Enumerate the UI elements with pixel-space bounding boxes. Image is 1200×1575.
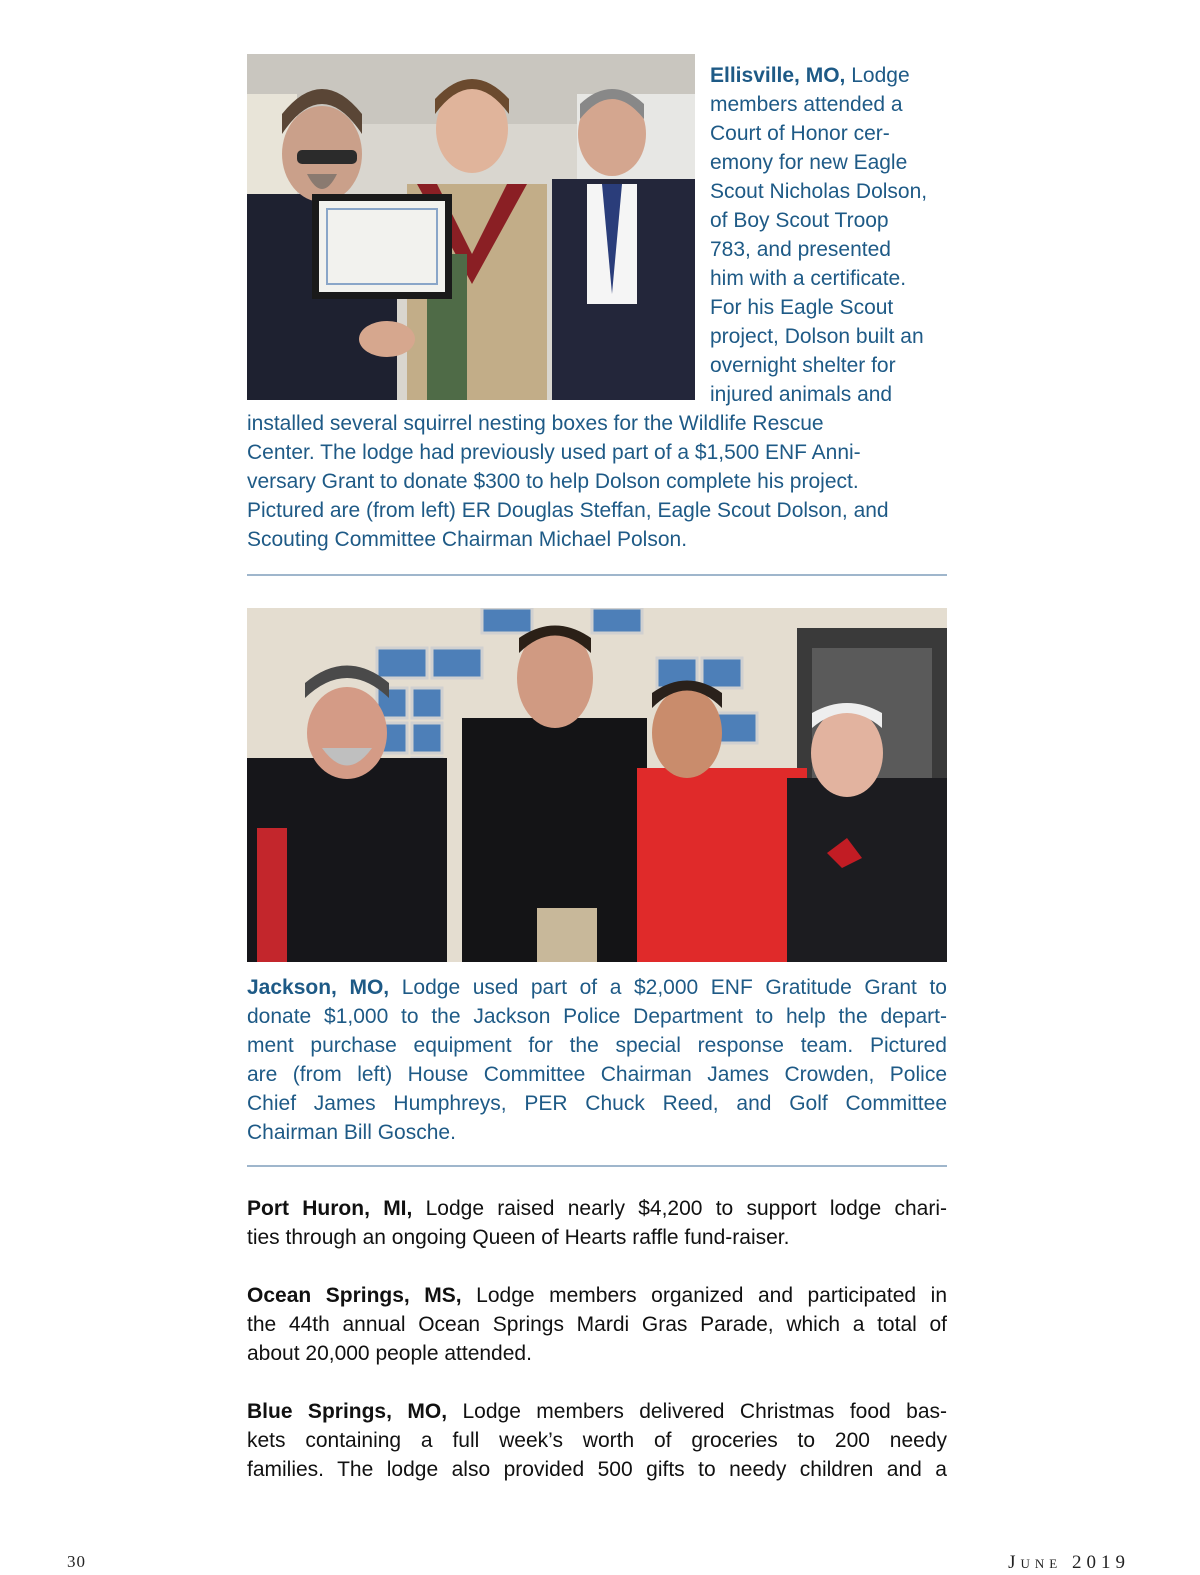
eagle-scout-ceremony-photo [247,54,695,400]
ellisville-text-line: Court of Honor cer- [710,122,890,145]
ellisville-text-line: Pictured are (from left) ER Douglas Steffan, Eagle Scout Dolson, and [247,499,889,522]
port-huron-lead: Port Huron, MI, [247,1197,413,1220]
blue-springs-paragraph [247,1397,947,1484]
ocean-springs-paragraph [247,1281,947,1368]
section-divider [247,574,947,576]
ellisville-caption-bottom [247,409,952,554]
ellisville-text-line: Center. The lodge had previously used part of a $1,500 ENF Anni- [247,441,861,464]
blue-springs-text-line: families. The lodge also provided 500 gifts to needy children and a [247,1458,947,1481]
ellisville-text-line: emony for new Eagle [710,151,908,174]
blue-springs-text-line: Lodge members delivered Christmas food bas- [447,1400,947,1423]
jackson-text-line: ment purchase equipment for the special response team. Pictured [247,1034,947,1057]
port-huron-paragraph [247,1194,947,1252]
jackson-text-line: Lodge used part of a $2,000 ENF Gratitude Grant to [389,976,947,999]
jackson-text-line: are (from left) House Committee Chairman James Crowden, Police [247,1063,947,1086]
section-divider [247,1165,947,1167]
ellisville-text-line: Scouting Committee Chairman Michael Polson. [247,528,688,551]
jackson-text-line: donate $1,000 to the Jackson Police Department to help the depart- [247,1005,947,1028]
ocean-springs-text-line: about 20,000 people attended. [247,1342,532,1365]
port-huron-text-line: ties through an ongoing Queen of Hearts raffle fund-raiser. [247,1226,790,1249]
jackson-police-photo [247,608,947,962]
ellisville-text-line: members attended a [710,93,903,116]
ellisville-text-line: of Boy Scout Troop [710,209,889,232]
blue-springs-text-line: kets containing a full week’s worth of groceries to 200 needy [247,1429,947,1452]
ellisville-lead: Ellisville, MO, [710,64,846,87]
ocean-springs-lead: Ocean Springs, MS, [247,1284,462,1307]
ocean-springs-text-line: the 44th annual Ocean Springs Mardi Gras Parade, which a total of [247,1313,947,1336]
ellisville-text-line: project, Dolson built an [710,325,924,348]
ellisville-text-line: Scout Nicholas Dolson, [710,180,928,203]
ellisville-text-line: 783, and presented [710,238,891,261]
ellisville-text-line: versary Grant to donate $300 to help Dolson complete his project. [247,470,859,493]
ellisville-text-line: For his Eagle Scout [710,296,894,319]
jackson-text-line: Chief James Humphreys, PER Chuck Reed, and Golf Committee [247,1092,947,1115]
ocean-springs-text-line: Lodge members organized and participated in [461,1284,947,1307]
issue-date: June 2019 [1008,1552,1130,1573]
ellisville-text-line: overnight shelter for [710,354,896,377]
jackson-text-line: Chairman Bill Gosche. [247,1121,456,1144]
ellisville-caption-top [710,61,950,409]
jackson-lead: Jackson, MO, [247,976,390,999]
port-huron-text-line: Lodge raised nearly $4,200 to support lodge chari- [412,1197,947,1220]
ellisville-text-line: Lodge [845,64,910,87]
ellisville-text-line: him with a certificate. [710,267,907,290]
ellisville-text-line: installed several squirrel nesting boxes for the Wildlife Rescue [247,412,824,435]
page-number: 30 [67,1552,86,1571]
jackson-caption [247,973,947,1147]
ellisville-text-line: injured animals and [710,383,893,406]
blue-springs-lead: Blue Springs, MO, [247,1400,448,1423]
